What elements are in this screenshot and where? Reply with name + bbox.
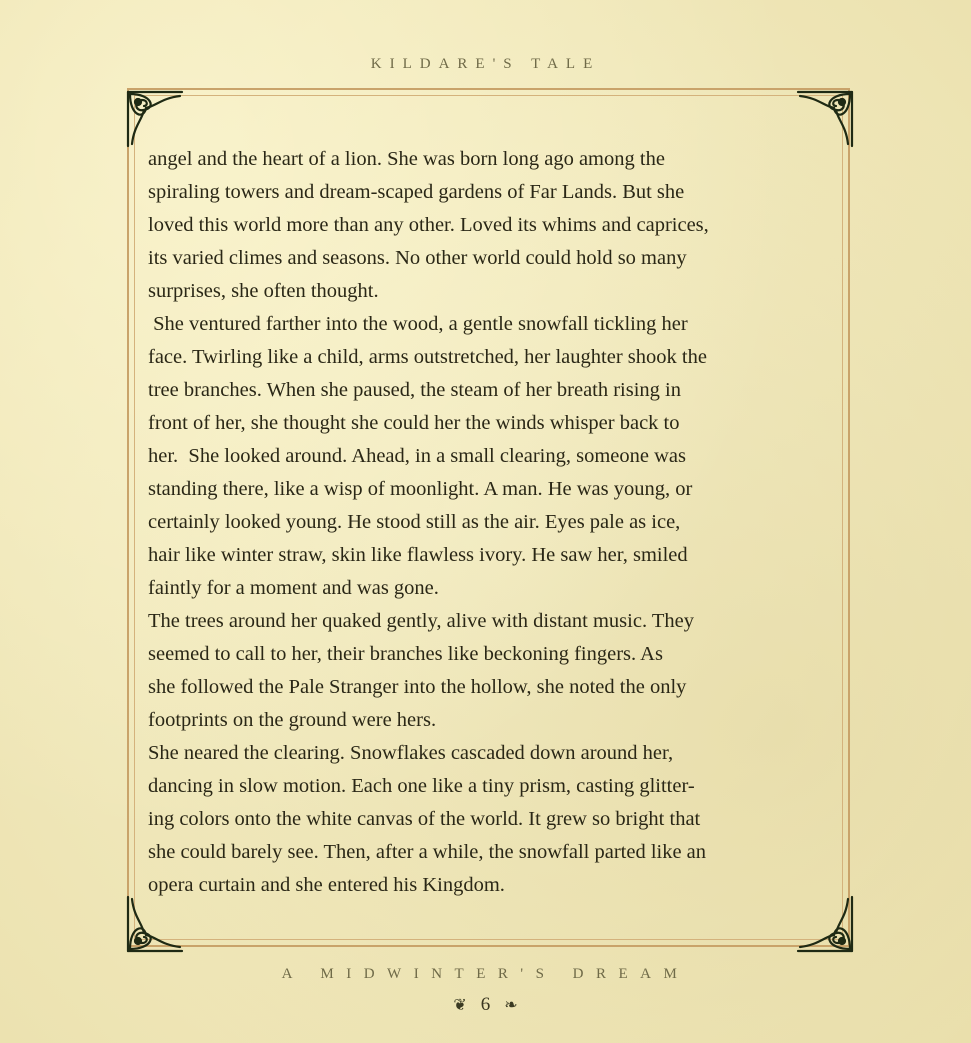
page-number-line <box>0 994 971 1016</box>
flourish-left-icon: ❦ <box>453 997 467 1014</box>
text-line: her. She looked around. Ahead, in a small clearing, someone was <box>148 445 686 467</box>
text-line: face. Twirling like a child, arms outstretched, her laughter shook the <box>148 346 707 368</box>
text-line: seemed to call to her, their branches like beckoning fingers. As <box>148 643 663 665</box>
text-line: spiraling towers and dream-scaped gardens of Far Lands. But she <box>148 181 685 203</box>
text-line: certainly looked young. He stood still as the air. Eyes pale as ice, <box>148 511 681 533</box>
text-line: she could barely see. Then, after a while, the snowfall parted like an <box>148 841 707 863</box>
text-line: ing colors onto the white canvas of the world. It grew so bright that <box>148 808 701 830</box>
text-line: surprises, she often thought. <box>148 280 379 302</box>
text-line: tree branches. When she paused, the steam of her breath rising in <box>148 379 681 401</box>
text-line: angel and the heart of a lion. She was born long ago among the <box>148 148 665 170</box>
text-line: opera curtain and she entered his Kingdom. <box>148 874 505 896</box>
text-line: she followed the Pale Stranger into the hollow, she noted the only <box>148 676 687 698</box>
text-line: faintly for a moment and was gone. <box>148 577 439 599</box>
page-number: 6 <box>480 994 491 1015</box>
text-line: She neared the clearing. Snowflakes cascaded down around her, <box>148 742 674 764</box>
text-line: loved this world more than any other. Loved its whims and caprices, <box>148 214 709 236</box>
running-footer: A MIDWINTER'S DREAM <box>281 966 690 982</box>
text-line: She ventured farther into the wood, a gentle snowfall tickling her <box>148 313 688 335</box>
text-line: footprints on the ground were hers. <box>148 709 437 731</box>
text-line: standing there, like a wisp of moonlight. A man. He was young, or <box>148 478 693 500</box>
body-text <box>148 143 838 902</box>
text-line: its varied climes and seasons. No other world could hold so many <box>148 247 687 269</box>
flourish-right-icon: ❧ <box>504 997 518 1014</box>
text-line: The trees around her quaked gently, alive with distant music. They <box>148 610 694 632</box>
text-line: dancing in slow motion. Each one like a tiny prism, casting glitter- <box>148 775 695 797</box>
text-line: front of her, she thought she could her the winds whisper back to <box>148 412 680 434</box>
text-line: hair like winter straw, skin like flawless ivory. He saw her, smiled <box>148 544 688 566</box>
running-header: KILDARE'S TALE <box>370 56 601 72</box>
